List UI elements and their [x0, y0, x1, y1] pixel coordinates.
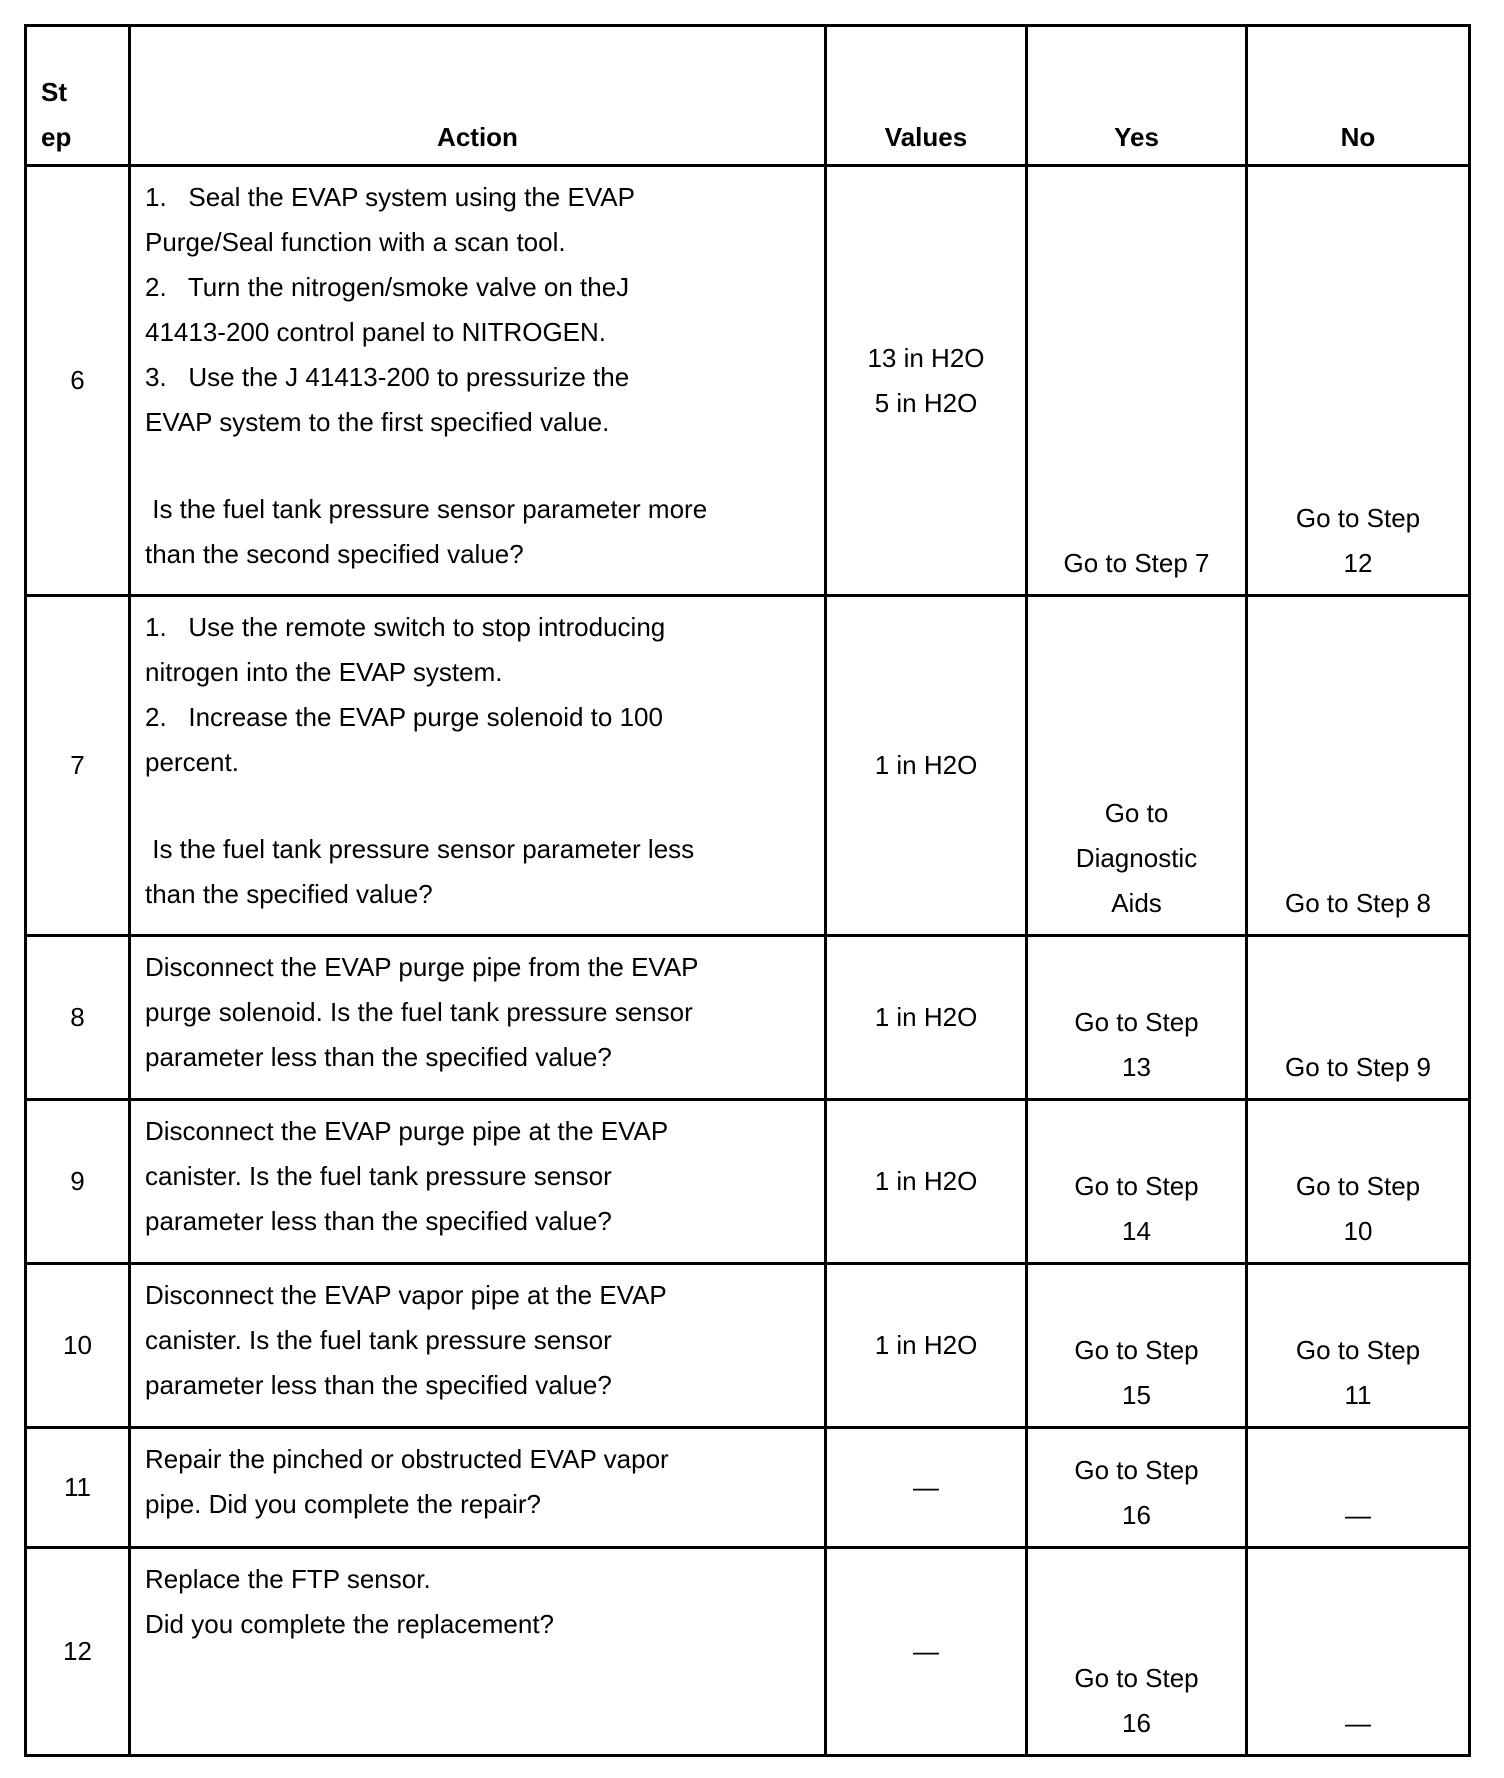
step-cell: 10 [26, 1264, 130, 1428]
no-line: Go to Step 9 [1285, 1052, 1431, 1082]
table-row [26, 1428, 1470, 1548]
value-line: 1 in H2O [874, 1166, 978, 1196]
step-cell: 8 [26, 936, 130, 1100]
action-line: Replace the FTP sensor. [145, 1564, 431, 1594]
value-line: 1 in H2O [874, 1330, 978, 1360]
action-line: Purge/Seal function with a scan tool. [145, 227, 566, 257]
no-cell [1247, 1264, 1470, 1428]
yes-line: Aids [1111, 888, 1162, 918]
no-cell [1247, 1428, 1470, 1548]
action-line: canister. Is the fuel tank pressure sensor [145, 1325, 612, 1355]
yes-cell [1027, 596, 1247, 936]
no-cell [1247, 1100, 1470, 1264]
action-line: Did you complete the replacement? [145, 1609, 555, 1639]
header-step-line: ep [41, 122, 72, 152]
diagnostic-table [24, 24, 1471, 1757]
values-cell [826, 1548, 1027, 1756]
no-cell [1247, 596, 1470, 936]
values-cell [826, 1264, 1027, 1428]
yes-line: 15 [1122, 1380, 1151, 1410]
question-line: Is the fuel tank pressure sensor parameter less [145, 834, 695, 864]
value-line: 1 in H2O [874, 750, 978, 780]
table-row [26, 596, 1470, 936]
values-cell [826, 166, 1027, 596]
no-line: Go to Step [1295, 1335, 1421, 1365]
header-row [26, 26, 1470, 166]
action-line: canister. Is the fuel tank pressure sensor [145, 1161, 612, 1191]
question-line: than the specified value? [145, 879, 433, 909]
action-line: 2. Increase the EVAP purge solenoid to 100 [145, 702, 663, 732]
action-line: 41413-200 control panel to NITROGEN. [145, 317, 607, 347]
yes-line: Go to Step 7 [1063, 548, 1210, 578]
header-yes: Yes [1027, 26, 1247, 166]
action-gap [145, 445, 810, 487]
no-line: 11 [1344, 1380, 1372, 1410]
action-line: 1. Seal the EVAP system using the EVAP [145, 182, 635, 212]
value-line: 1 in H2O [874, 1002, 978, 1032]
action-line: Repair the pinched or obstructed EVAP vapor [145, 1444, 669, 1474]
values-cell [826, 1100, 1027, 1264]
value-line: 5 in H2O [874, 387, 978, 418]
yes-line: Go to Step [1074, 1455, 1199, 1485]
header-action: Action [130, 26, 826, 166]
no-line: Go to Step [1295, 1171, 1421, 1201]
header-no: No [1247, 26, 1470, 166]
no-line: — [1345, 1708, 1371, 1738]
value-line: — [913, 1636, 939, 1666]
header-step [26, 26, 130, 166]
action-line: 1. Use the remote switch to stop introducing [145, 612, 666, 642]
action-line: parameter less than the specified value? [145, 1370, 612, 1400]
yes-cell [1027, 936, 1247, 1100]
action-cell [130, 596, 826, 936]
table-row [26, 1100, 1470, 1264]
yes-cell [1027, 1100, 1247, 1264]
yes-line: Go to [1104, 798, 1169, 828]
yes-cell [1027, 1264, 1247, 1428]
action-line: EVAP system to the first specified value. [145, 407, 610, 437]
action-line: 3. Use the J 41413-200 to pressurize the [145, 362, 630, 392]
yes-line: Go to Step [1074, 1335, 1199, 1365]
action-line: percent. [145, 747, 239, 777]
question-line: than the second specified value? [145, 539, 524, 569]
yes-cell [1027, 1548, 1247, 1756]
action-line: Disconnect the EVAP purge pipe at the EVAP [145, 1116, 669, 1146]
action-line: parameter less than the specified value? [145, 1042, 612, 1072]
no-line: 10 [1343, 1216, 1373, 1246]
yes-line: 14 [1122, 1216, 1151, 1246]
yes-line: Go to Step [1074, 1663, 1199, 1693]
action-line: 2. Turn the nitrogen/smoke valve on theJ [145, 272, 630, 302]
action-line: Disconnect the EVAP vapor pipe at the EVAP [145, 1280, 667, 1310]
yes-line: Go to Step [1074, 1007, 1199, 1037]
values-cell [826, 596, 1027, 936]
yes-line: 16 [1122, 1708, 1151, 1738]
no-cell [1247, 166, 1470, 596]
no-cell [1247, 1548, 1470, 1756]
table-row [26, 936, 1470, 1100]
action-cell [130, 1548, 826, 1756]
step-cell: 6 [26, 166, 130, 596]
action-cell [130, 936, 826, 1100]
yes-line: 16 [1122, 1500, 1151, 1530]
yes-line: Diagnostic [1075, 843, 1198, 873]
action-gap [145, 785, 810, 827]
action-cell [130, 1264, 826, 1428]
header-step-line: St [41, 77, 67, 107]
action-line: pipe. Did you complete the repair? [145, 1489, 542, 1519]
action-line: Disconnect the EVAP purge pipe from the EVAP [145, 952, 699, 982]
values-cell [826, 936, 1027, 1100]
values-cell [826, 1428, 1027, 1548]
step-cell: 7 [26, 596, 130, 936]
action-cell [130, 1100, 826, 1264]
no-line: — [1345, 1500, 1371, 1530]
step-cell: 12 [26, 1548, 130, 1756]
question-line: Is the fuel tank pressure sensor parameter more [145, 494, 708, 524]
step-cell: 11 [26, 1428, 130, 1548]
step-cell: 9 [26, 1100, 130, 1264]
value-line: 13 in H2O [867, 342, 985, 373]
value-line: — [913, 1472, 939, 1502]
yes-line: Go to Step [1074, 1171, 1199, 1201]
table-row [26, 1548, 1470, 1756]
header-values: Values [826, 26, 1027, 166]
yes-cell [1027, 166, 1247, 596]
yes-cell [1027, 1428, 1247, 1548]
yes-line: 13 [1122, 1052, 1151, 1082]
table-row [26, 166, 1470, 596]
no-cell [1247, 936, 1470, 1100]
action-line: parameter less than the specified value? [145, 1206, 612, 1236]
action-cell [130, 1428, 826, 1548]
no-line: Go to Step 8 [1285, 888, 1431, 918]
no-line: Go to Step [1295, 503, 1421, 533]
action-line: purge solenoid. Is the fuel tank pressure sensor [145, 997, 693, 1027]
table-row [26, 1264, 1470, 1428]
no-line: 12 [1343, 548, 1373, 578]
action-line: nitrogen into the EVAP system. [145, 657, 503, 687]
action-cell [130, 166, 826, 596]
